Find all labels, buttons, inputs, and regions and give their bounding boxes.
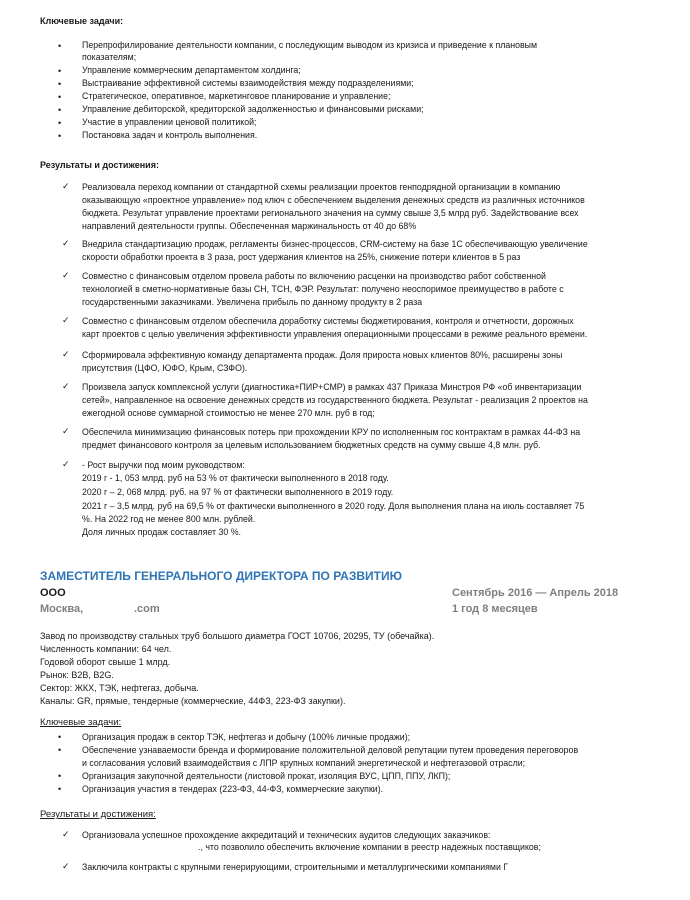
result-line: Доля личных продаж составляет 30 %. [82,527,242,537]
company-info-line: Рынок: B2B, B2G. [40,670,114,680]
company-domain: .com [134,603,160,615]
task-item: Организация продаж в сектор ТЭК, нефтегаз и добычу (100% личные продажи); [82,732,411,742]
company-info-line: Сектор: ЖКХ, ТЭК, нефтегаз, добыча. [40,683,199,693]
company-info-line: Завод по производству стальных труб большого диаметра ГОСТ 10706, 20295, ТУ (обечайка). [40,631,435,641]
job-duration: 1 год 8 месяцев [452,603,538,615]
result-line: скорости обработки проекта в 3 раза, рост удержания клиентов на 25%, снижение потери клиентов в 5 раз [82,252,521,262]
bullet-marker: • [58,118,62,128]
job-title: ЗАМЕСТИТЕЛЬ ГЕНЕРАЛЬНОГО ДИРЕКТОРА ПО РАЗВИТИЮ [40,569,402,583]
result-line: бюджета. Результат управление проектами регионального значения на сумму свыше 3,5 млрд руб. Задействование всех [82,208,579,218]
bullet-marker: • [58,66,62,76]
task-item: Перепрофилирование деятельности компании, с последующим выводом из кризиса и приведение к плановым [82,40,538,50]
result-line: Произвела запуск комплексной услуги (диагностика+ПИР+СМР) в рамках 437 Приказа Минстроя РФ «об инвентаризации [82,382,582,392]
bullet-marker: • [58,92,62,102]
bullet-marker: • [58,79,62,89]
result-line: 2019 г - 1, 053 млрд. руб на 53 % от фактически выполненного в 2018 году. [82,473,389,483]
result-line: предмет финансового контроля за целевым использованием бюджетных средств на сумму свыше 4,8 млн. руб. [82,440,541,450]
result-line: ., что позволило обеспечить включение компании в реестр надежных поставщиков; [198,842,541,852]
bullet-marker: • [58,131,62,141]
job-period: Сентябрь 2016 — Апрель 2018 [452,587,619,599]
task-item: Выстраивание эффективной системы взаимодействия между подразделениями; [82,78,414,88]
tasks-heading: Ключевые задачи: [40,16,124,26]
checkmark-icon: ✓ [62,459,70,469]
result-line: оказывающую «проектное управление» под ключ с обеспечением выделения денежных средств из различных источников [82,195,585,205]
task-item: показателям; [82,52,137,62]
result-line: Сформировала эффективную команду департамента продаж. Доля прироста новых клиентов 80%, расширены зоны [82,350,563,360]
bullet-marker: • [58,771,62,781]
bullet-marker: • [58,41,62,51]
bullet-marker: • [58,732,62,742]
tasks-heading: Ключевые задачи: [40,717,122,728]
result-line: государственными заказчиками. Увеличена прибыль по данному продукту в 2 раза [82,297,423,307]
company-info-line: Годовой оборот свыше 1 млрд. [40,657,171,667]
task-item: Стратегическое, оперативное, маркетинговое планирование и управление; [82,91,391,101]
result-line: Обеспечила минимизацию финансовых потерь при прохождении КРУ по исполненным гос контрактам в рамках 44-ФЗ на [82,427,581,437]
job-city: Москва, [40,603,84,615]
result-line: ежегодной основе суммарной стоимостью не менее 270 млн. руб в год; [82,408,375,418]
checkmark-icon: ✓ [62,426,70,436]
task-item: Организация закупочной деятельности (листовой прокат, изоляция ВУС, ЦПП, ППУ, ЛКП); [82,771,451,781]
result-line: Организовала успешное прохождение аккредитаций и технических аудитов следующих заказчиков: [82,830,491,840]
task-item: Управление дебиторской, кредиторской задолженностью и финансовыми рисками; [82,104,424,114]
result-line: %. На 2022 год не менее 800 млн. рублей. [82,514,256,524]
result-line: Заключила контракты с крупными генерирующими, строительными и металлургическими компаниями Г [82,862,509,872]
result-line: сетей», направленное на освоение денежных средств из государственного бюджета. Результат - реализация 2 проектов на [82,395,588,405]
task-item: Организация участия в тендерах (223-ФЗ, 44-ФЗ, коммерческие закупки). [82,784,384,794]
company-info-line: Каналы: GR, прямые, тендерные (коммерческие, 44ФЗ, 223-ФЗ закупки). [40,696,346,706]
results-heading: Результаты и достижения: [40,809,156,820]
result-line: Реализовала переход компании от стандартной схемы реализации проектов генподрядной организации в компанию [82,182,561,192]
bullet-marker: • [58,784,62,794]
result-line: направлений деятельности группы. Обеспеченная маржинальность от 40 до 68% [82,221,417,231]
company-info-line: Численность компании: 64 чел. [40,644,172,654]
checkmark-icon: ✓ [62,315,70,325]
checkmark-icon: ✓ [62,238,70,248]
task-item: Управление коммерческим департаментом холдинга; [82,65,301,75]
result-line: Совместно с финансовым отделом провела работы по включению расценки на производство работ собственной [82,271,546,281]
task-item: Участие в управлении ценовой политикой; [82,117,257,127]
bullet-marker: • [58,745,62,755]
bullet-marker: • [58,105,62,115]
result-line: Совместно с финансовым отделом обеспечила доработку системы бюджетирования, контроля и отчетности, дорожных [82,316,574,326]
result-line: 2020 г – 2, 068 млрд. руб. на 97 % от фактически выполненного в 2019 году. [82,487,394,497]
result-line: карт проектов с целью увеличения эффективности управления операционными процессами в режиме реального времени. [82,329,588,339]
checkmark-icon: ✓ [62,381,70,391]
task-item: Обеспечение узнаваемости бренда и формирование положительной деловой репутации путем проведения переговоров [82,745,579,755]
checkmark-icon: ✓ [62,861,70,871]
results-heading: Результаты и достижения: [40,160,159,170]
task-item: и согласования условий взаимодействия с ЛПР крупных компаний энергетической и нефтегазовой отрасли; [82,758,526,768]
result-line: 2021 г – 3,5 млрд. руб на 69,5 % от фактически выполненного в 2020 году. Доля выполнения плана на июль составляет 75 [82,501,585,511]
checkmark-icon: ✓ [62,829,70,839]
result-line: технологией в сметно-нормативные базы СН, ТСН, ФЭР. Результат: получено неоспоримое преимущество в работе с [82,284,564,294]
checkmark-icon: ✓ [62,270,70,280]
checkmark-icon: ✓ [62,349,70,359]
result-line: присутствия (ЦФО, ЮФО, Крым, СЗФО). [82,363,248,373]
checkmark-icon: ✓ [62,181,70,191]
result-line: - Рост выручки под моим руководством: [82,460,245,470]
result-line: Внедрила стандартизацию продаж, регламенты бизнес-процессов, CRM-систему на базе 1С обеспечивающую увеличение [82,239,588,249]
company-name: ООО [40,587,66,599]
task-item: Постановка задач и контроль выполнения. [82,130,258,140]
